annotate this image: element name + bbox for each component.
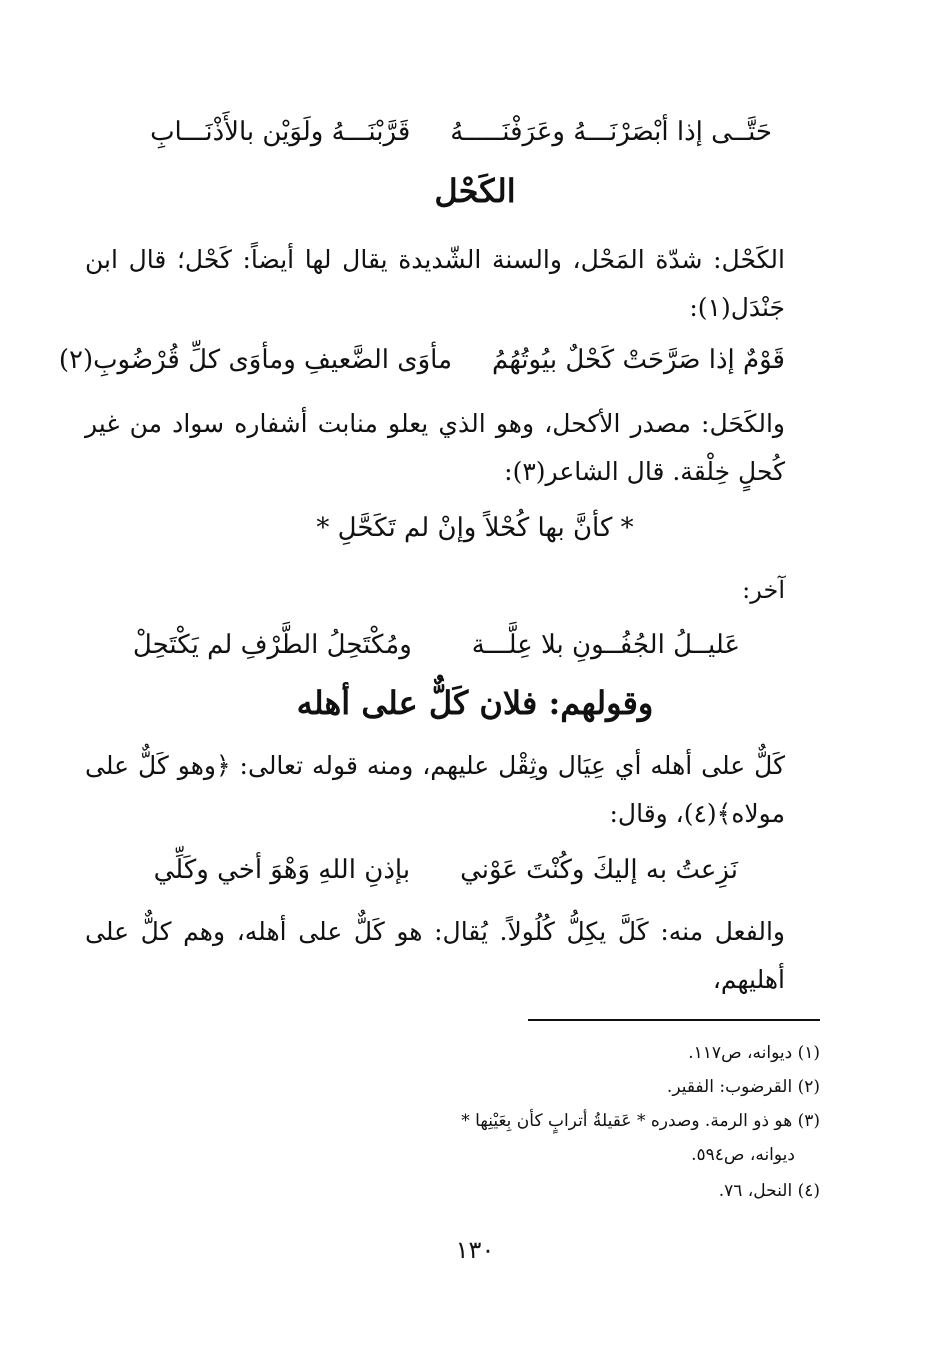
section-title-kahl: الكَحْل — [434, 172, 516, 210]
page-number: ١٣٠ — [455, 1236, 495, 1264]
kahal-definition: والكَحَل: مصدر الأكحل، وهو الذي يعلو منابت أشفاره سواد من غير كُحلٍ خِلْقة. قال الشاعر(٣): — [85, 409, 785, 486]
other-poet-label: آخر: — [742, 576, 785, 604]
kahl-verse-first-half: قَوْمٌ إذا صَرَّحَتْ كَحْلٌ بيُوتُهُمُ — [492, 345, 785, 375]
verse-top — [150, 112, 772, 152]
footnote-1: (١) ديوانه، ص١١٧. — [688, 1043, 820, 1063]
kall-verse — [154, 850, 738, 890]
kahl-verse — [59, 340, 785, 380]
kall-verse-second-half: بإذنِ اللهِ وَهْوَ أخي وكَلِّي — [153, 855, 411, 885]
kahl-verse-2-first-half: عَليــلُ الجُفُــونِ بلا عِلَّـــة — [471, 630, 740, 660]
verse-top-second-half: قَرَّبْنَـــهُ ولَوَيْن بالأَذْنَـــابِ — [150, 117, 411, 147]
section-title-kall: وقولهم: فلان كَلٌّ على أهله — [296, 684, 654, 722]
kall-definition: كَلٌّ على أهله أي عِيَال وثِقْل عليهم، ومنه قوله تعالى: ﴿وهو كَلٌّ على مولاه﴾(٤)، وقال: — [85, 751, 785, 828]
kahl-half-verse-text: * كأنَّ بها كُحْلاً وإنْ لم تَكَحَّلِ * — [316, 513, 634, 543]
kahl-half-verse — [0, 508, 950, 548]
verse-top-first-half: حَتَّــى إذا أبْصَرْنَـــهُ وعَرَفْنَـــــهُ — [450, 117, 772, 147]
kall-verse-first-half: نَزِعتُ به إليكَ وكُنْتَ عَوْني — [460, 855, 738, 885]
kahl-verse-second-half: مأوَى الضَّعيفِ ومأوَى كلِّ قُرْضُوبِ(٢) — [58, 345, 453, 375]
kahl-verse-2-second-half: ومُكْتَحِلُ الطَّرْفِ لم يَكْتَحِلْ — [132, 630, 412, 660]
kahl-definition: الكَحْل: شدّة المَحْل، والسنة الشّديدة يقال لها أيضاً: كَحْل؛ قال ابن جَنْدَل(١): — [85, 245, 785, 322]
footnote-4: (٤) النحل، ٧٦. — [718, 1181, 820, 1201]
footnote-3-continuation: ديوانه، ص٥٩٤. — [691, 1145, 795, 1165]
footnote-3: (٣) هو ذو الرمة. وصدره * عَقيلةُ أترابٍ كأن بِعَيْنِها * — [461, 1111, 820, 1131]
footnote-separator — [528, 1019, 820, 1021]
kall-verb-definition: والفعل منه: كَلَّ يكِلُّ كُلُولاً. يُقال: هو كَلٌّ على أهله، وهم كلٌّ على أهليهم، — [85, 917, 785, 994]
kahl-verse-2 — [133, 625, 740, 665]
footnote-2: (٢) القرضوب: الفقير. — [666, 1077, 820, 1097]
